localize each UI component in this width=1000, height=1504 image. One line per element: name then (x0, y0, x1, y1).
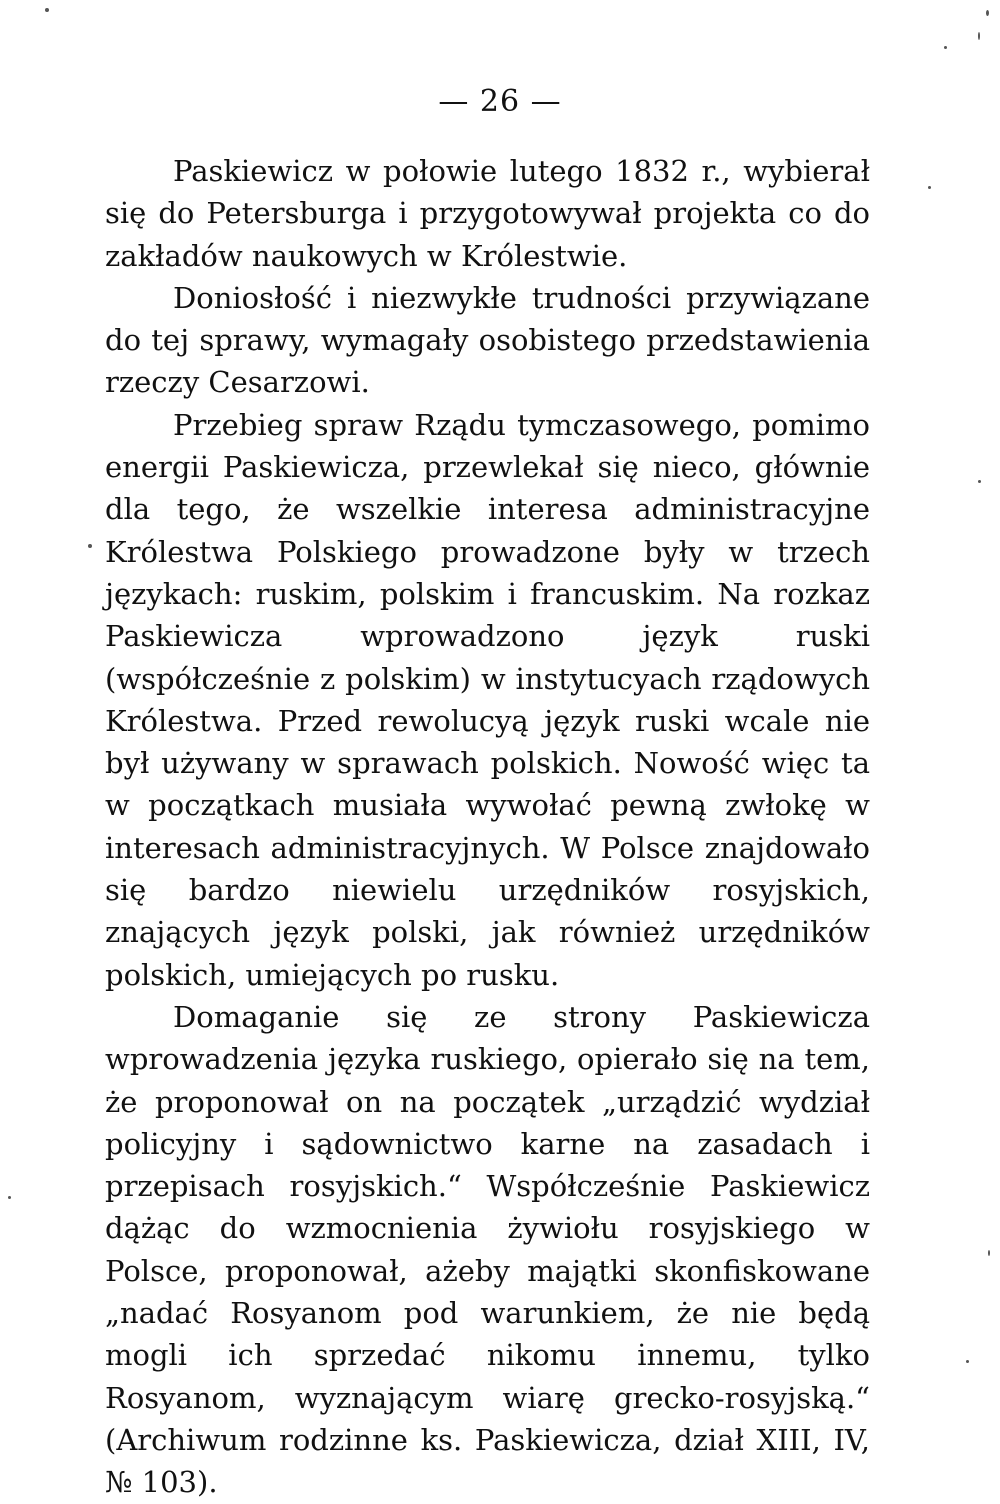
scan-speck (966, 1360, 969, 1363)
paragraph-1: Paskiewicz w połowie lutego 1832 r., wybierał się do Petersburga i przygotowywał projekta co do zakładów naukowych w Królestwie. (105, 154, 870, 273)
scan-speck (988, 1250, 990, 1256)
paragraph-4: Domaganie się ze strony Paskiewicza wprowadzenia języka ruskiego, opierało się na tem, że proponował on na początek „urządzić wydział policyjny i sądownictwo karne na zasadach i przepisach rosyjskich.“ Współcześnie Paskiewicz dążąc do wzmocnienia żywiołu rosyjskiego w Polsce, proponował, ażeby majątki skonfiskowane „nadać Rosyanom pod warunkiem, że nie będą mogli ich sprzedać nikomu innemu, tylko Rosyanom, wyznającym wiarę grecko-rosyjską.“ (Archiwum rodzinne ks. Paskiewicza, dział XIII, IV, № 103). (105, 999, 870, 1500)
scan-speck (978, 480, 981, 483)
scan-speck (45, 8, 49, 12)
scan-speck (928, 186, 931, 189)
paragraph-3: Przebieg spraw Rządu tymczasowego, pomimo energii Paskiewicza, przewlekał się nieco, głównie dla tego, że wszelkie interesa administracyjne Królestwa Polskiego prowadzone były w trzech językach: ruskim, polskim i francuskim. Na rozkaz Paskiewicza wprowadzono język ruski (współcześnie z polskim) w instytucyach rządowych Królestwa. Przed rewolucyą język ruski wcale nie był używany w sprawach polskich. Nowość więc ta w początkach musiała wywołać pewną zwłokę w interesach administracyjnych. W Polsce znajdowało się bardzo niewielu urzędników rosyjskich, znających język polski, jak również urzędników polskich, umiejących po rusku. (105, 407, 870, 992)
body-text (105, 150, 870, 1504)
page-number: — 26 — (438, 84, 562, 119)
scan-speck (944, 46, 947, 49)
scan-speck (88, 544, 92, 548)
scan-speck (986, 10, 989, 16)
scan-speck (978, 32, 980, 40)
paragraph-2: Doniosłość i niezwykłe trudności przywiązane do tej sprawy, wymagały osobistego przedstawienia rzeczy Cesarzowi. (105, 280, 870, 400)
scan-speck (8, 1196, 11, 1199)
